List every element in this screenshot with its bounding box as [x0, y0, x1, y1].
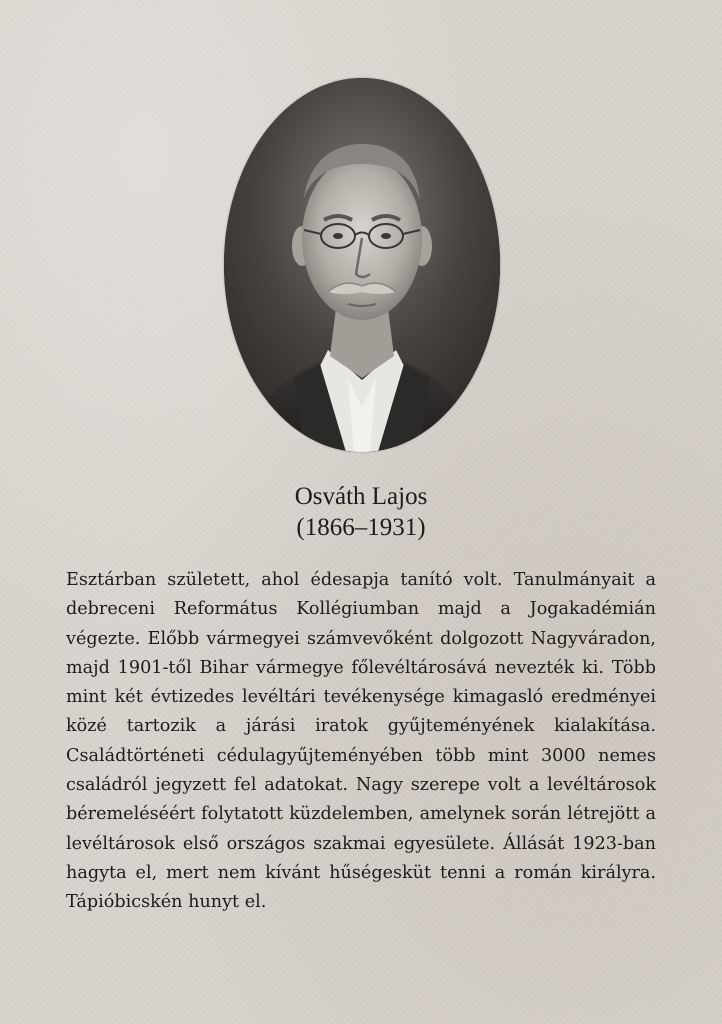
portrait-photo	[224, 78, 500, 452]
person-name: Osváth Lajos	[294, 483, 428, 510]
life-years: (1866–1931)	[296, 514, 426, 541]
portrait-illustration	[224, 78, 500, 452]
biography-text: Esztárban született, ahol édesapja tanító volt. Tanulmányait a debreceni Református Kollégiumban majd a Jogakadémián végezte. Előbb vármegyei számvevőként dolgozott Nagyváradon, majd 1901-től Bihar vármegye főlevéltárosává nevezték ki. Több mint két évtizedes levéltári tevékenysége kimagasló eredményei közé tartozik a járási iratok gyűjteményének kialakítása. Családtörténeti cédulagyűjteményében több mint 3000 nemes családról jegyzett fel adatokat. Nagy szerepe volt a levéltárosok béremeléséért folytatott küzdelemben, amelynek során létrejött a levéltárosok első országos szakmai egyesülete. Állását 1923-ban hagyta el, mert nem kívánt hűségesküt tenni a román királyra. Tápióbicskén hunyt el.	[66, 570, 656, 913]
